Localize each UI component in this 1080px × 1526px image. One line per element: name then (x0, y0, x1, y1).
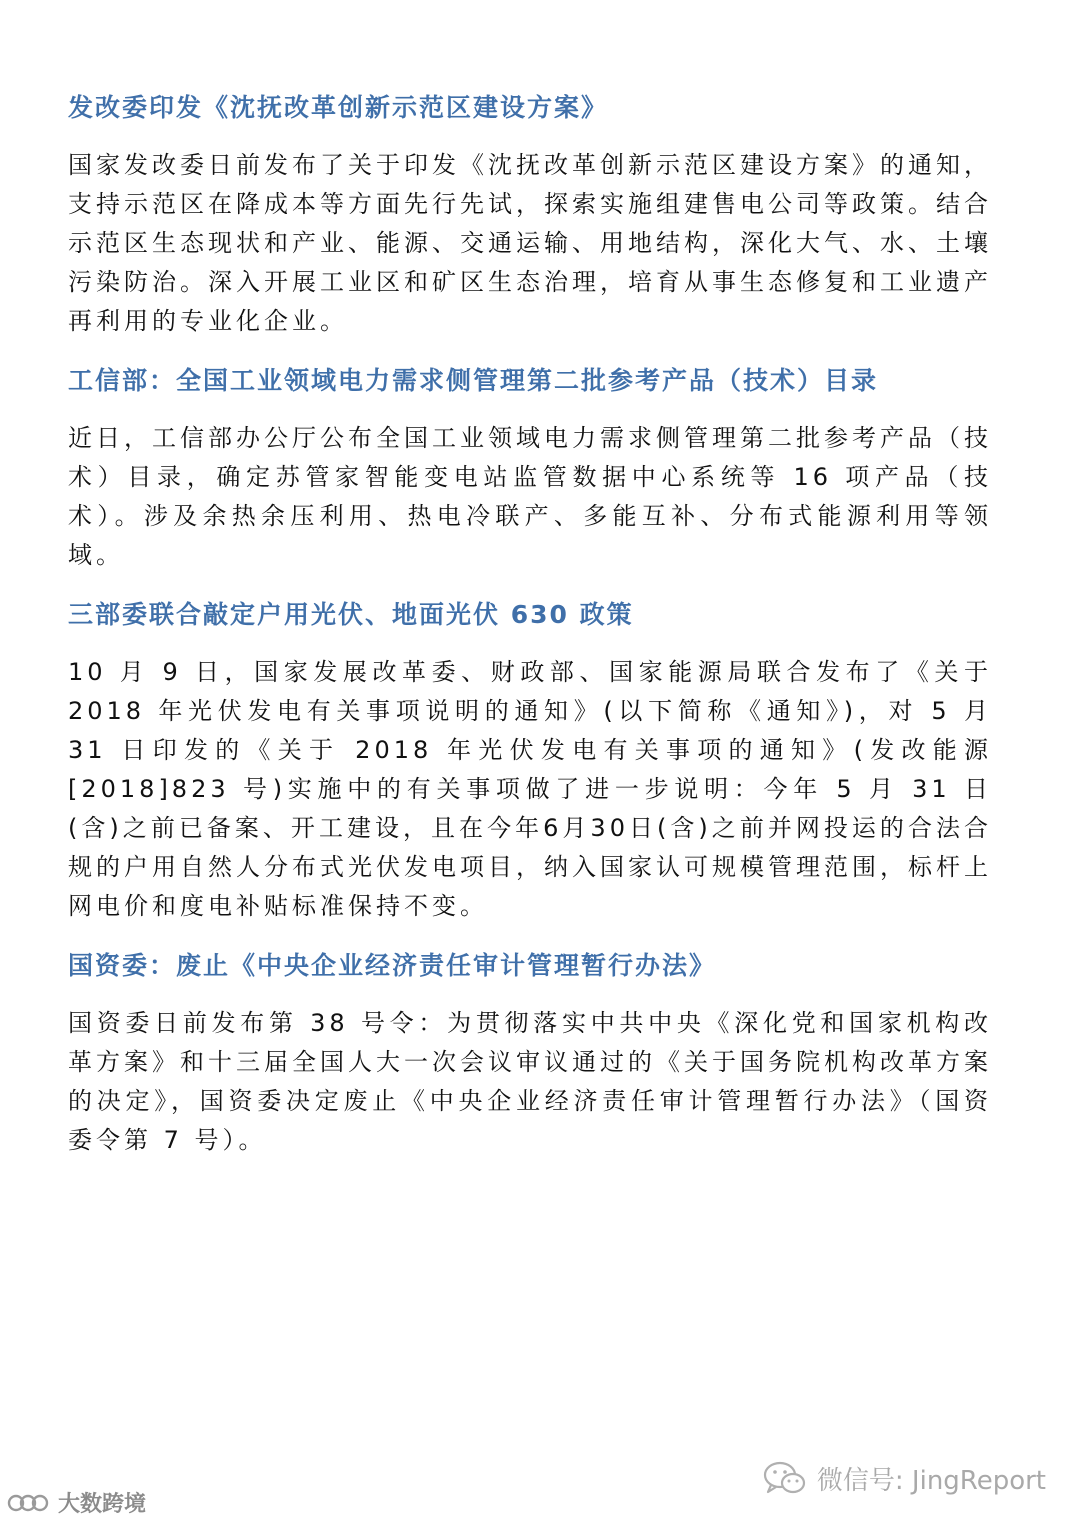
news-body: 10 月 9 日，国家发展改革委、财政部、国家能源局联合发布了《关于 2018 年光伏发电有关事项说明的通知》(以下简称《通知》)，对 5 月 31 日印发的《关于 2018 年光伏发电有关事项的通知》(发改能源[2018]823 号)实施中的有关事项做了进一步说明：今年 5 月 31 日(含)之前已备案、开工建设，且在今年6月30日(含)之前并网投运的合法合规的户用自然人分布式光伏发电项目，纳入国家认可规模管理范围，标杆上网电价和度电补贴标准保持不变。 (68, 658, 992, 920)
news-heading: 三部委联合敲定户用光伏、地面光伏 630 政策 (68, 600, 634, 629)
wechat-icon (763, 1460, 807, 1496)
news-heading: 工信部：全国工业领域电力需求侧管理第二批参考产品（技术）目录 (68, 366, 879, 395)
watermark-text: 微信号: JingReport (816, 1465, 1046, 1496)
brand-logo-text: 大数跨境 (58, 1491, 147, 1517)
news-item (68, 365, 992, 575)
news-item (68, 92, 992, 341)
wechat-watermark (763, 1458, 1046, 1498)
brand-logo (6, 1486, 146, 1518)
brand-logo-icon (6, 1488, 52, 1516)
news-item (68, 950, 992, 1160)
news-item (68, 599, 992, 926)
news-heading: 国资委：废止《中央企业经济责任审计管理暂行办法》 (68, 951, 717, 980)
news-body: 近日，工信部办公厅公布全国工业领域电力需求侧管理第二批参考产品（技术）目录，确定苏管家智能变电站监管数据中心系统等 16 项产品（技术）。涉及余热余压利用、热电冷联产、多能互补、分布式能源利用等领域。 (68, 424, 992, 569)
news-heading: 发改委印发《沈抚改革创新示范区建设方案》 (68, 93, 609, 122)
news-body: 国资委日前发布第 38 号令：为贯彻落实中共中央《深化党和国家机构改革方案》和十三届全国人大一次会议审议通过的《关于国务院机构改革方案的决定》，国资委决定废止《中央企业经济责任审计管理暂行办法》（国资委令第 7 号）。 (68, 1009, 992, 1154)
article-content (68, 92, 992, 1184)
news-body: 国家发改委日前发布了关于印发《沈抚改革创新示范区建设方案》的通知，支持示范区在降成本等方面先行先试，探索实施组建售电公司等政策。结合示范区生态现状和产业、能源、交通运输、用地结构，深化大气、水、土壤污染防治。深入开展工业区和矿区生态治理，培育从事生态修复和工业遗产再利用的专业化企业。 (68, 151, 992, 335)
